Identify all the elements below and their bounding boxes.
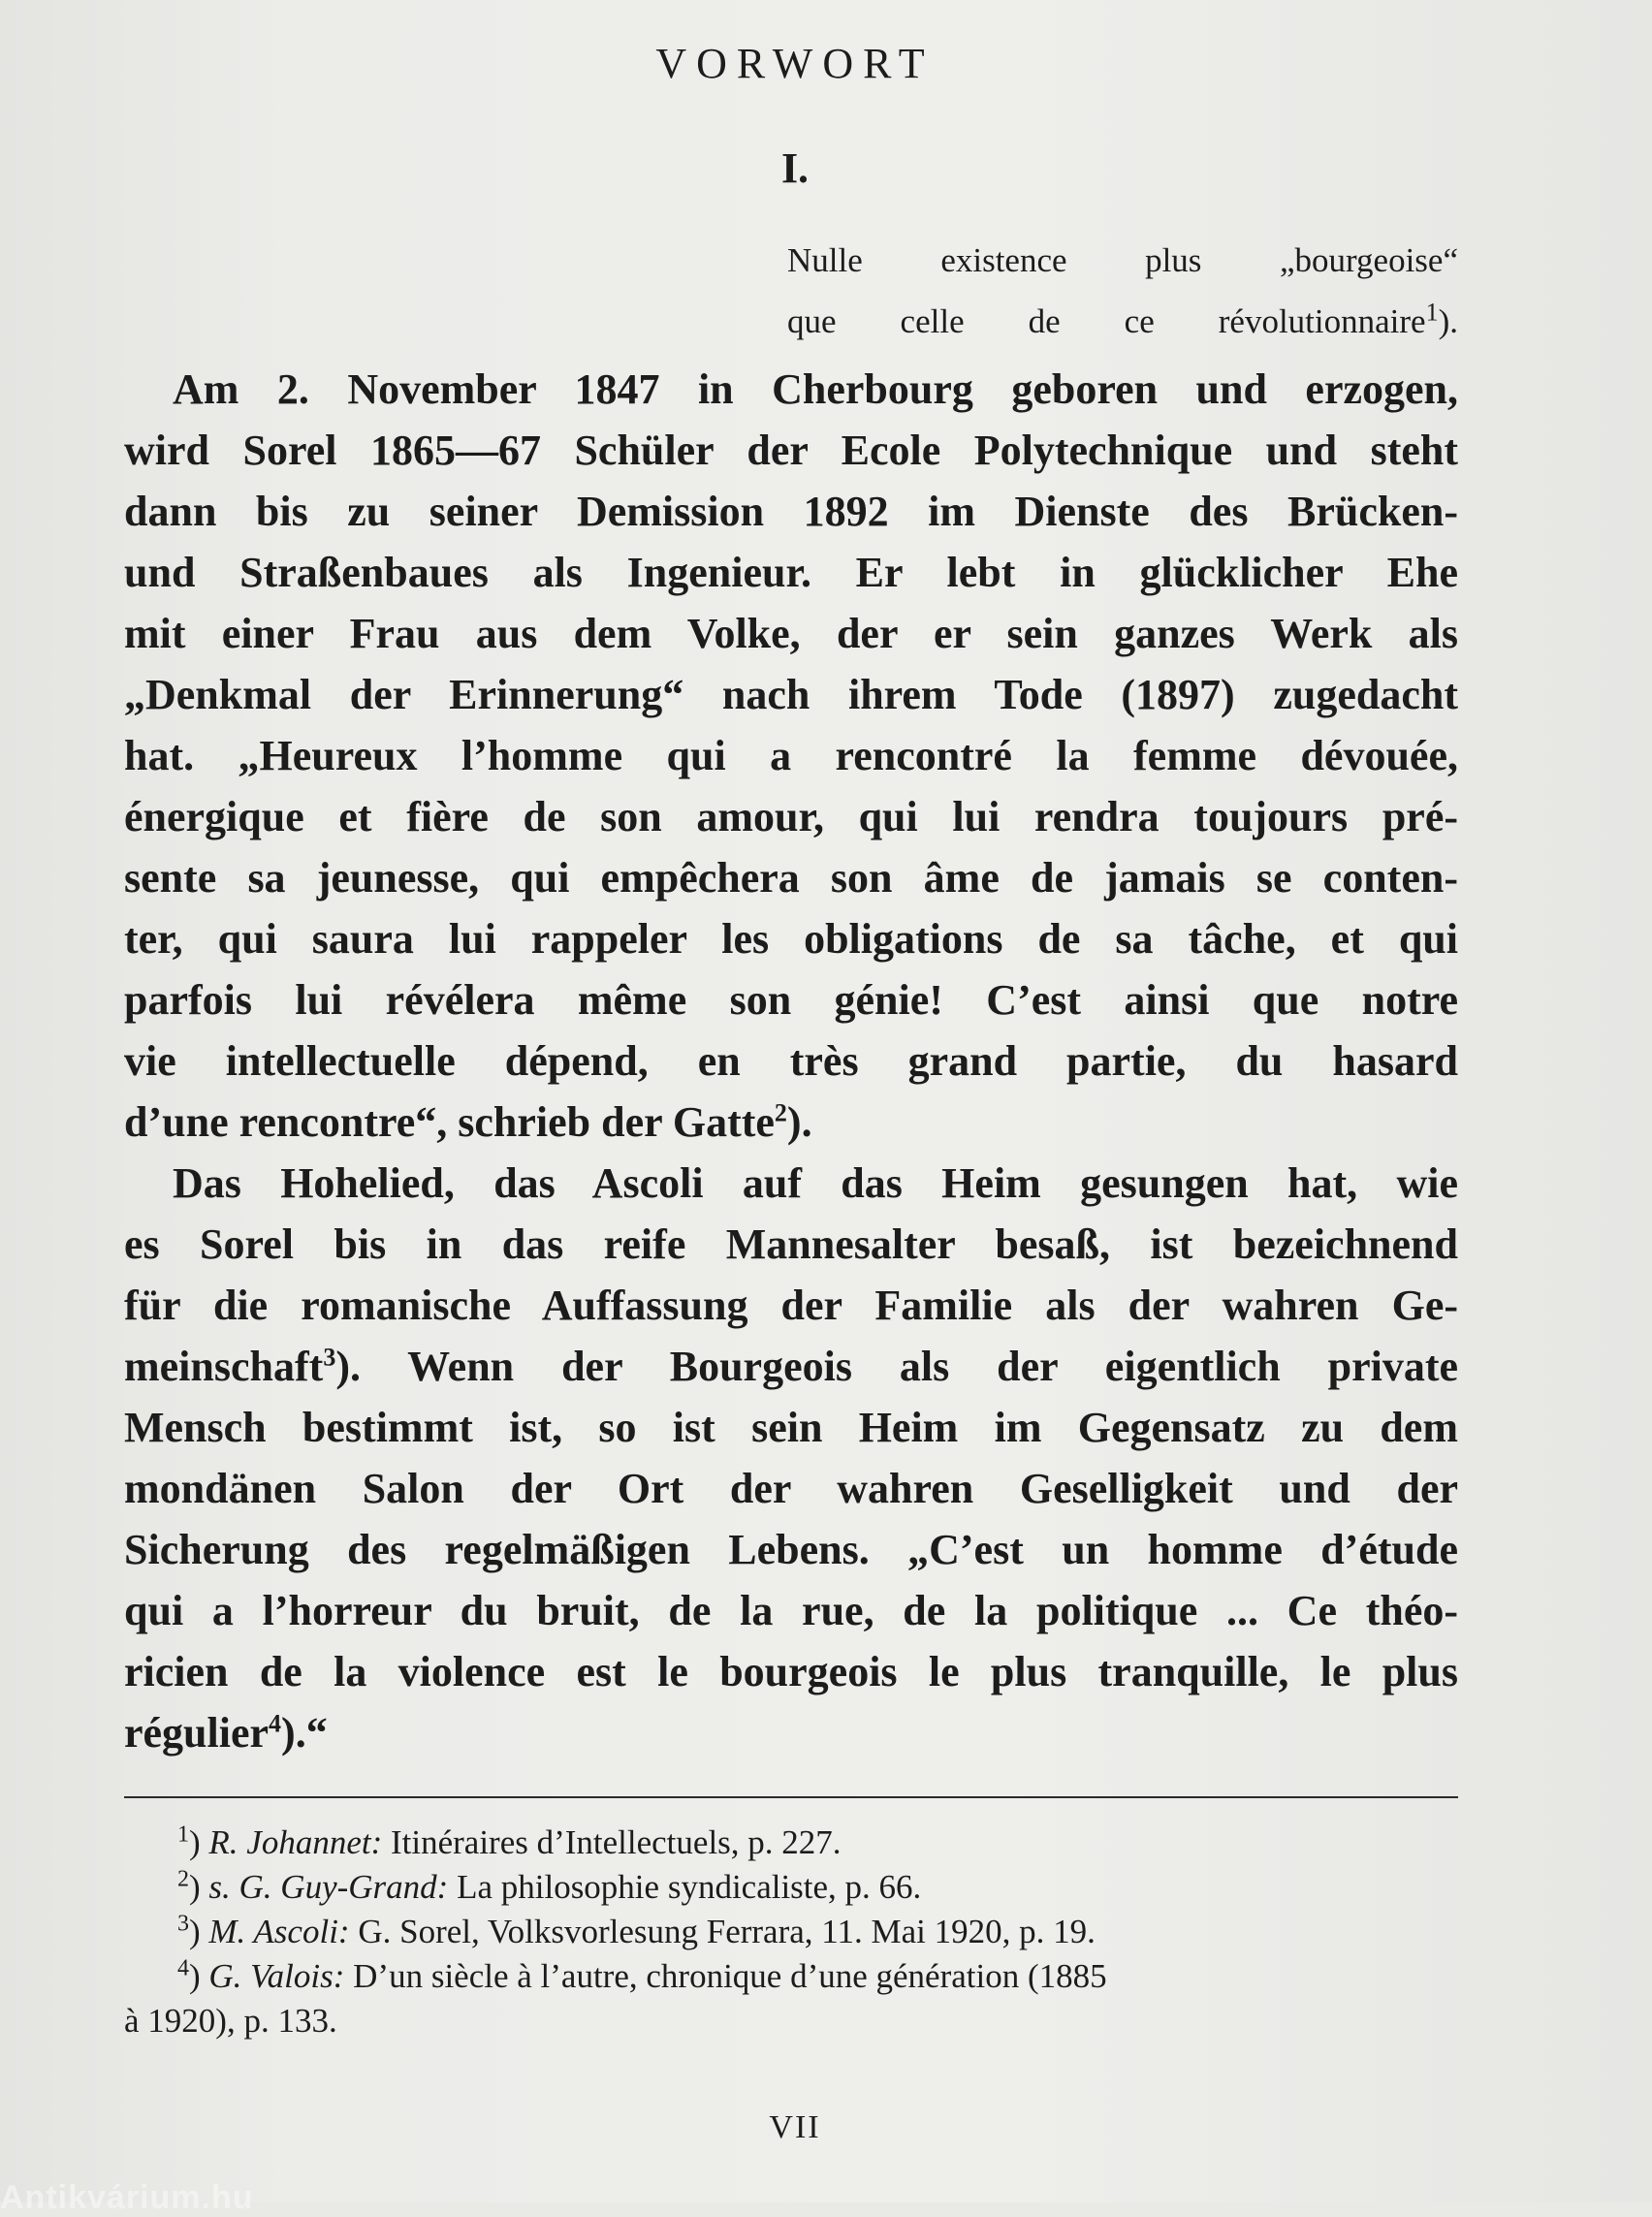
footnote-text: D’un siècle à l’autre, chronique d’une génération (1885 bbox=[353, 1957, 1107, 1995]
footnote-author: s. G. Guy-Grand: bbox=[208, 1868, 449, 1906]
footnote-author: R. Johannet: bbox=[208, 1823, 383, 1861]
epigraph-line: Nulle existence plus „bourgeoise“ bbox=[787, 241, 1458, 279]
text-line: dann bis zu seiner Demission 1892 im Dienste des Brücken- bbox=[124, 488, 1458, 535]
body-text bbox=[124, 359, 1458, 1763]
footnote-paren: ) bbox=[189, 1823, 201, 1861]
footnote-reference: 1 bbox=[1425, 298, 1439, 327]
text-line: sente sa jeunesse, qui empêchera son âme de jamais se conten- bbox=[124, 854, 1458, 902]
text-line: Am 2. November 1847 in Cherbourg geboren und erzogen, bbox=[173, 365, 1458, 413]
text-line-part: d’une rencontre“, schrieb der Gatte bbox=[124, 1098, 775, 1146]
footnote-3 bbox=[124, 1910, 1458, 1954]
footnote-author: M. Ascoli: bbox=[208, 1913, 350, 1950]
text-line: mit einer Frau aus dem Volke, der er sein ganzes Werk als bbox=[124, 610, 1458, 657]
epigraph bbox=[787, 233, 1458, 355]
watermark: Antikvárium.hu bbox=[0, 2179, 254, 2216]
text-line: Sicherung des regelmäßigen Lebens. „C’est un homme d’étude bbox=[124, 1526, 1458, 1573]
footnote-mark: 3 bbox=[177, 1911, 189, 1937]
footnote-mark: 2 bbox=[177, 1866, 189, 1892]
text-line-end: ). bbox=[786, 1098, 812, 1146]
text-line: parfois lui révélera même son génie! C’est ainsi que notre bbox=[124, 976, 1458, 1024]
text-line: ter, qui saura lui rappeler les obligations de sa tâche, et qui bbox=[124, 915, 1458, 963]
text-line-part: régulier bbox=[124, 1709, 270, 1757]
text-line: ricien de la violence est le bourgeois le plus tranquille, le plus bbox=[124, 1648, 1458, 1695]
text-line: Mensch bestimmt ist, so ist sein Heim im Gegensatz zu dem bbox=[124, 1404, 1458, 1451]
page-title: VORWORT bbox=[655, 40, 935, 87]
text-line-part: meinschaft bbox=[124, 1343, 324, 1390]
epigraph-line-text: que celle de ce révolutionnaire bbox=[787, 302, 1426, 340]
text-line: mondänen Salon der Ort der wahren Geselligkeit und der bbox=[124, 1465, 1458, 1512]
footnote-paren: ) bbox=[189, 1913, 201, 1950]
footnote-1 bbox=[124, 1821, 1458, 1865]
text-line: „Denkmal der Erinnerung“ nach ihrem Tode (1897) zugedacht bbox=[124, 671, 1458, 718]
footnote-reference: 3 bbox=[323, 1343, 336, 1372]
footnote-divider bbox=[124, 1796, 1458, 1798]
text-line: Das Hohelied, das Ascoli auf das Heim gesungen hat, wie bbox=[173, 1159, 1458, 1207]
epigraph-line bbox=[787, 294, 1458, 355]
text-line bbox=[124, 1336, 1458, 1397]
footnote-reference: 2 bbox=[774, 1098, 787, 1127]
footnote-4-continuation: à 1920), p. 133. bbox=[124, 2002, 337, 2040]
footnote-mark: 4 bbox=[177, 1955, 189, 1981]
footnote-mark: 1 bbox=[177, 1821, 189, 1848]
footnote-reference: 4 bbox=[269, 1709, 282, 1738]
footnote-paren: ) bbox=[189, 1957, 201, 1995]
footnote-4 bbox=[124, 1954, 1458, 1999]
footnotes bbox=[124, 1821, 1458, 2043]
text-line bbox=[124, 1702, 1458, 1763]
epigraph-line-end: ). bbox=[1438, 302, 1458, 340]
footnote-author: G. Valois: bbox=[208, 1957, 345, 1995]
footnote-2 bbox=[124, 1865, 1458, 1910]
text-line bbox=[124, 1092, 1458, 1153]
text-line-end: ).“ bbox=[281, 1709, 328, 1757]
section-number: I. bbox=[780, 144, 810, 192]
footnote-text: Itinéraires d’Intellectuels, p. 227. bbox=[390, 1823, 842, 1861]
text-line: für die romanische Auffassung der Familie als der wahren Ge- bbox=[124, 1282, 1458, 1329]
page-number: VII bbox=[769, 2109, 821, 2145]
text-line: wird Sorel 1865—67 Schüler der Ecole Polytechnique und steht bbox=[124, 427, 1458, 474]
text-line-end: ). Wenn der Bourgeois als der eigentlich private bbox=[335, 1343, 1458, 1390]
paragraph-1 bbox=[124, 359, 1458, 1153]
footnote-text: La philosophie syndicaliste, p. 66. bbox=[457, 1868, 922, 1906]
text-line: qui a l’horreur du bruit, de la rue, de la politique ... Ce théo- bbox=[124, 1587, 1458, 1634]
paragraph-2 bbox=[124, 1153, 1458, 1763]
text-line: énergique et fière de son amour, qui lui rendra toujours pré- bbox=[124, 793, 1458, 840]
text-line: es Sorel bis in das reife Mannesalter besaß, ist bezeichnend bbox=[124, 1220, 1458, 1268]
text-line: vie intellectuelle dépend, en très grand partie, du hasard bbox=[124, 1037, 1458, 1085]
footnote-text: G. Sorel, Volksvorlesung Ferrara, 11. Mai 1920, p. 19. bbox=[358, 1913, 1096, 1950]
text-line: und Straßenbaues als Ingenieur. Er lebt in glücklicher Ehe bbox=[124, 549, 1458, 596]
footnote-paren: ) bbox=[189, 1868, 201, 1906]
text-line: hat. „Heureux l’homme qui a rencontré la femme dévouée, bbox=[124, 732, 1458, 779]
